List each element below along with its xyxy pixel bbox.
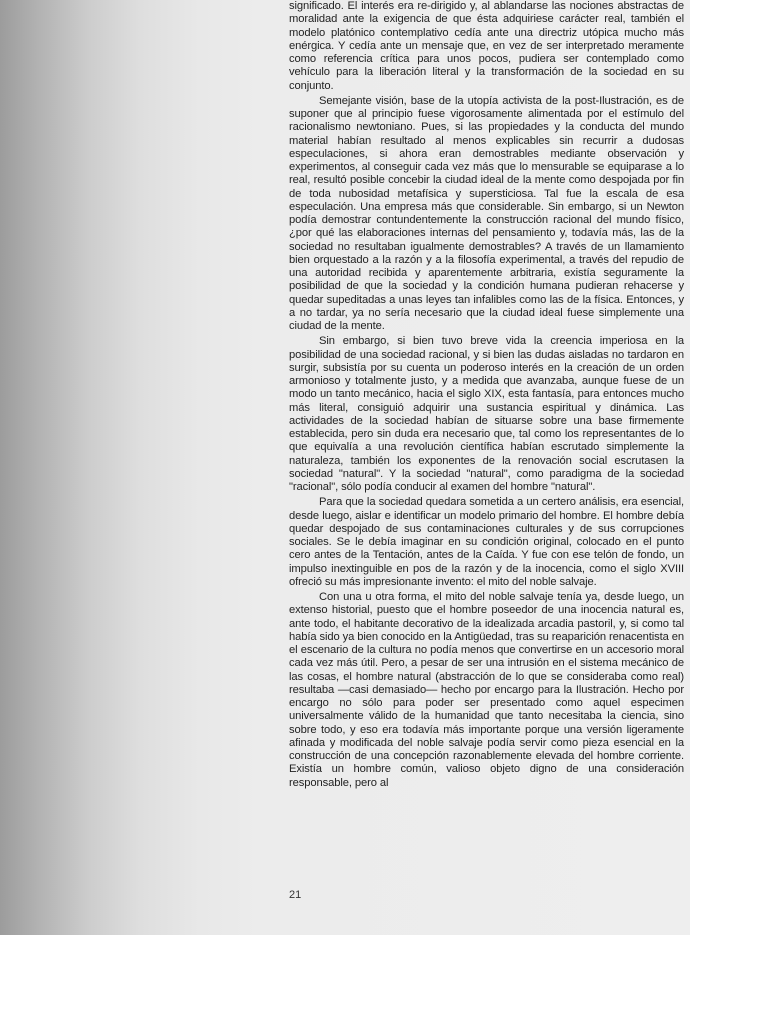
page-number: 21	[289, 889, 302, 901]
paragraph-1: significado. El interés era re-dirigido y, al ablandarse las nociones abstractas de moralidad ante la exigencia de que ésta adquiriese carácter real, también el modelo platónico contemplativo cedía ante una directriz utópica mucho más enérgica. Y cedía ante un mensaje que, en vez de ser interpretado meramente como referencia crítica para unos pocos, pudiera ser contemplado como vehículo para la liberación literal y la transformación de la sociedad en su conjunto.	[289, 0, 684, 92]
body-text	[289, 0, 684, 790]
paragraph-3: Sin embargo, si bien tuvo breve vida la creencia imperiosa en la posibilidad de una sociedad racional, y si bien las dudas aisladas no tardaron en surgir, subsistía por su cuenta un poderoso interés en la creación de un orden armonioso y totalmente justo, y a medida que avanzaba, aunque fuese de un modo un tanto mecánico, hacia el siglo XIX, esta fantasía, para entonces mucho más literal, consiguió adquirir una sustancia espiritual y dinámica. Las actividades de la sociedad habían de situarse sobre una base firmemente establecida, pero sin duda era necesario que, tal como los representantes de lo que equivalía a una revolución científica habían escrutado simplemente la naturaleza, también los exponentes de la renovación social escrutasen la sociedad "natural". Y la sociedad "natural", como paradigma de la sociedad "racional", sólo podía conducir al examen del hombre "natural".	[289, 335, 684, 493]
paragraph-4: Para que la sociedad quedara sometida a un certero análisis, era esencial, desde luego, aislar e identificar un modelo primario del hombre. El hombre debía quedar despojado de sus contaminaciones culturales y de sus corrupciones sociales. Se le debía imaginar en su condición original, colocado en el punto cero antes de la Tentación, antes de la Caída. Y fue con ese telón de fondo, un impulso inextinguible en pos de la razón y de la inocencia, como el siglo XVIII ofreció su más impresionante invento: el mito del noble salvaje.	[289, 496, 684, 588]
paragraph-2: Semejante visión, base de la utopía activista de la post-Ilustración, es de suponer que al principio fuese vigorosamente alimentada por el estímulo del racionalismo newtoniano. Pues, si las propiedades y la conducta del mundo material habían resultado al menos explicables sin recurrir a dudosas especulaciones, si ahora eran demostrables mediante observación y experimentos, al conseguir cada vez más que lo mensurable se equiparase a lo real, resultó posible concebir la ciudad ideal de la mente como despojada por fin de toda nubosidad metafísica y supersticiosa. Tal fue la escala de esa especulación. Una empresa más que considerable. Sin embargo, si un Newton podía demostrar contundentemente la construcción racional del mundo físico, ¿por qué las elaboraciones internas del pensamiento y, todavía más, las de la sociedad no resultaban igualmente demostrables? A través de un llamamiento bien orquestado a la razón y a la filosofía experimental, a través del repudio de una autoridad recibida y aparentemente arbitraria, existía seguramente la posibilidad de que la sociedad y la condición humana pudieran rehacerse y quedar supeditadas a unas leyes tan infalibles como las de la física. Entonces, y a no tardar, ya no sería necesario que la ciudad ideal fuese simplemente una ciudad de la mente.	[289, 94, 684, 332]
paragraph-5: Con una u otra forma, el mito del noble salvaje tenía ya, desde luego, un extenso historial, puesto que el hombre poseedor de una inocencia natural es, ante todo, el habitante decorativo de la idealizada arcadia pastoril, y, si como tal había sido ya bien conocido en la Antigüedad, tras su reaparición renacentista en el escenario de la cultura no podía menos que convertirse en un accesorio moral cada vez más útil. Pero, a pesar de ser una intrusión en el sistema mecánico de las cosas, el hombre natural (abstracción de lo que se consideraba como real) resultaba —casi demasiado— hecho por encargo para la Ilustración. Hecho por encargo no sólo para poder ser presentado como aquel especimen universalmente válido de la humanidad que tanto necesitaba la ciencia, sino sobre todo, y eso era todavía más importante porque una versión ligeramente afinada y modificada del noble salvaje podía servir como pieza esencial en la construcción de una concepción razonablemente elevada del hombre corriente. Existía un hombre común, valioso objeto digno de una consideración responsable, pero al	[289, 591, 684, 789]
